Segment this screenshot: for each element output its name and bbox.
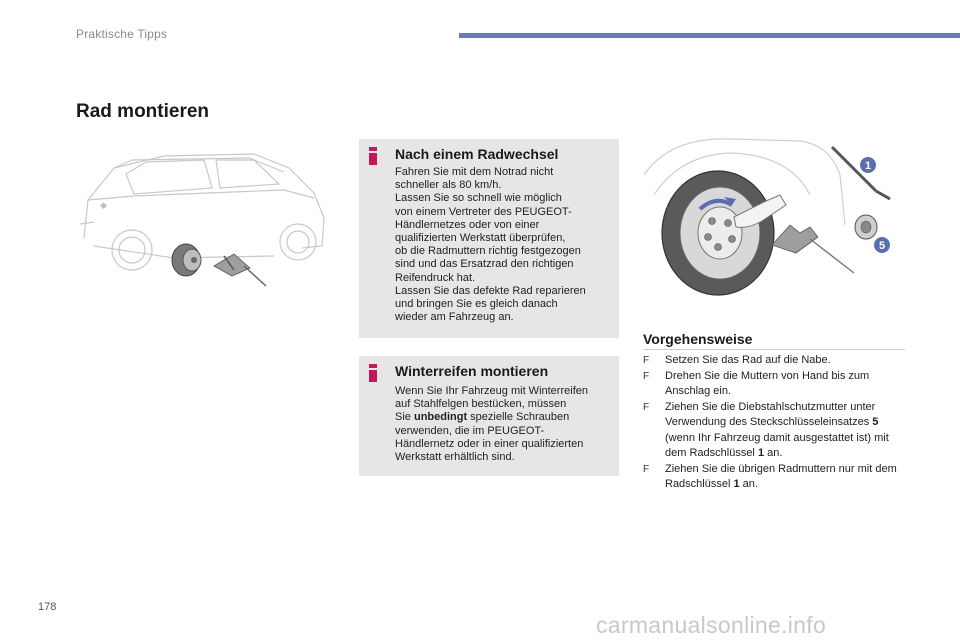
section-label: Praktische Tipps xyxy=(76,27,168,41)
info-icon xyxy=(369,147,377,165)
header-accent-bar xyxy=(459,33,960,38)
svg-text:◆: ◆ xyxy=(100,200,107,210)
procedure-divider xyxy=(643,349,905,350)
watermark: carmanualsonline.info xyxy=(596,612,827,638)
info-box-winter-tyres xyxy=(359,356,619,476)
page-title: Rad montieren xyxy=(76,101,210,122)
procedure-step: F Setzen Sie das Rad auf die Nabe. xyxy=(643,353,905,369)
wheel-mounting-illustration xyxy=(640,135,908,297)
info-icon xyxy=(369,364,377,382)
info-box-heading: Winterreifen montieren xyxy=(395,363,549,379)
bullet-icon: F xyxy=(643,463,650,475)
page-number: 178 xyxy=(38,601,57,613)
car-illustration xyxy=(74,138,350,298)
info-box-text: Wenn Sie Ihr Fahrzeug mit Winterreifen auf Stahlfelgen bestücken, müssen Sie unbedingt spezielle Schrauben verwenden, die im PEUGEOT- Händlernetz oder in einer qualifizierten Werkstatt erhältlich sind. xyxy=(395,385,588,464)
procedure-title: Vorgehensweise xyxy=(643,331,753,347)
bullet-icon: F xyxy=(643,401,650,413)
bullet-icon: F xyxy=(643,355,650,366)
procedure-steps xyxy=(643,353,905,493)
info-box-text: Fahren Sie mit dem Notrad nicht schneller als 80 km/h. Lassen Sie so schnell wie möglich von einem Vertreter des PEUGEOT- Händlernetzes oder von einer qualifizierten Werkstatt überprüfen, ob die Radmuttern richtig festgezogen sind und das Ersatzrad den richtigen Reifendruck hat. Lassen Sie das defekte Rad reparieren und bringen Sie es gleich danach wieder am Fahrzeug an. xyxy=(395,166,586,324)
info-box-heading: Nach einem Radwechsel xyxy=(395,146,559,162)
callout-5-label: 5 xyxy=(878,240,886,252)
bullet-icon: F xyxy=(643,370,650,382)
procedure-step: F Drehen Sie die Muttern von Hand bis zum Anschlag ein. xyxy=(643,369,870,397)
callout-1-label: 1 xyxy=(864,160,872,172)
procedure-step: F Ziehen Sie die Diebstahlschutzmutter unter Verwendung des Steckschlüsseleinsatzes 5 (wenn Ihr Fahrzeug damit ausgestattet ist) mit dem Radschlüssel 1 an. xyxy=(643,400,889,459)
procedure-step: F Ziehen Sie die übrigen Radmuttern nur mit dem Radschlüssel 1 an. xyxy=(643,462,897,490)
info-box-after-wheel-change xyxy=(359,139,619,338)
